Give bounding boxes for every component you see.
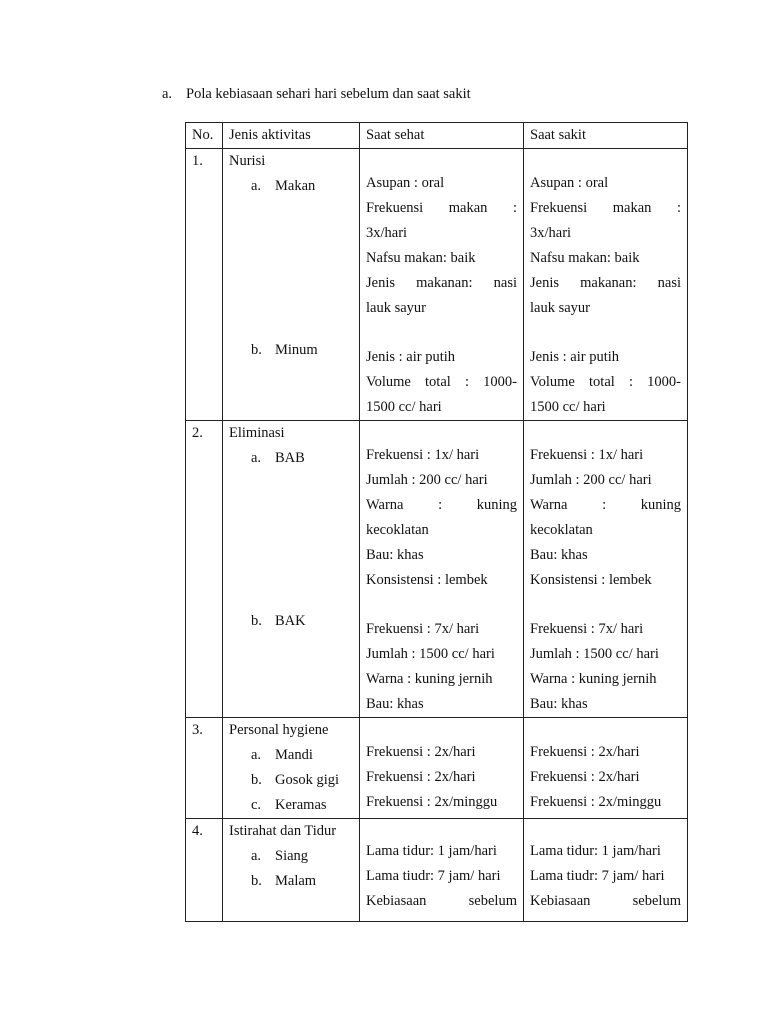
activity-cell bbox=[223, 421, 360, 718]
sub-item: a. BAB bbox=[251, 450, 305, 466]
row-number: 4. bbox=[186, 819, 223, 922]
table-row bbox=[186, 149, 688, 421]
table-row bbox=[186, 421, 688, 718]
activity-table bbox=[185, 122, 688, 922]
heading-text: Pola kebiasaan sehari hari sebelum dan saat sakit bbox=[186, 86, 471, 102]
header-healthy: Saat sehat bbox=[360, 123, 524, 149]
activity-title: Istirahat dan Tidur bbox=[229, 823, 337, 839]
activity-cell bbox=[223, 819, 360, 922]
healthy-cell: Frekuensi : 1x/ hari Jumlah : 200 cc/ hari Warna : kuning kecoklatan Bau: khas Konsistensi : lembek Frekuensi : 7x/ hari Jumlah : 1500 cc/ hari Warna : kuning jernih Bau: khas bbox=[360, 421, 524, 718]
healthy-cell: Asupan : oral Frekuensi makan : 3x/hari Nafsu makan: baik Jenis makanan: nasi lauk sayur Jenis : air putih Volume total : 1000- 1500 cc/ hari bbox=[360, 149, 524, 421]
table-header-row bbox=[186, 123, 688, 149]
activity-cell bbox=[223, 718, 360, 819]
healthy-cell: Lama tidur: 1 jam/hari Lama tiudr: 7 jam/ hari Kebiasaan sebelum bbox=[360, 819, 524, 922]
sub-item: b. Gosok gigi bbox=[251, 772, 340, 788]
activity-title: Eliminasi bbox=[229, 425, 285, 441]
header-sick: Saat sakit bbox=[524, 123, 688, 149]
sub-item: c. Keramas bbox=[251, 797, 327, 813]
sub-item: b. Minum bbox=[251, 342, 318, 358]
sub-item: b. BAK bbox=[251, 613, 306, 629]
section-heading bbox=[162, 86, 471, 103]
sick-cell: Lama tidur: 1 jam/hari Lama tiudr: 7 jam/ hari Kebiasaan sebelum bbox=[524, 819, 688, 922]
table-row bbox=[186, 718, 688, 819]
header-no: No. bbox=[186, 123, 223, 149]
table-row bbox=[186, 819, 688, 922]
sick-cell: Frekuensi : 1x/ hari Jumlah : 200 cc/ hari Warna : kuning kecoklatan Bau: khas Konsistensi : lembek Frekuensi : 7x/ hari Jumlah : 1500 cc/ hari Warna : kuning jernih Bau: khas bbox=[524, 421, 688, 718]
activity-title: Personal hygiene bbox=[229, 722, 329, 738]
activity-cell bbox=[223, 149, 360, 421]
row-number: 2. bbox=[186, 421, 223, 718]
activity-title: Nurisi bbox=[229, 153, 266, 169]
sub-item: a. Makan bbox=[251, 178, 316, 194]
row-number: 3. bbox=[186, 718, 223, 819]
sick-cell: Frekuensi : 2x/hari Frekuensi : 2x/hari Frekuensi : 2x/minggu bbox=[524, 718, 688, 819]
row-number: 1. bbox=[186, 149, 223, 421]
sub-item: b. Malam bbox=[251, 873, 317, 889]
sub-item: a. Siang bbox=[251, 848, 309, 864]
healthy-cell: Frekuensi : 2x/hari Frekuensi : 2x/hari Frekuensi : 2x/minggu bbox=[360, 718, 524, 819]
sub-item: a. Mandi bbox=[251, 747, 313, 763]
sick-cell: Asupan : oral Frekuensi makan : 3x/hari Nafsu makan: baik Jenis makanan: nasi lauk sayur Jenis : air putih Volume total : 1000- 1500 cc/ hari bbox=[524, 149, 688, 421]
heading-letter: a. bbox=[162, 86, 173, 102]
header-activity: Jenis aktivitas bbox=[223, 123, 360, 149]
